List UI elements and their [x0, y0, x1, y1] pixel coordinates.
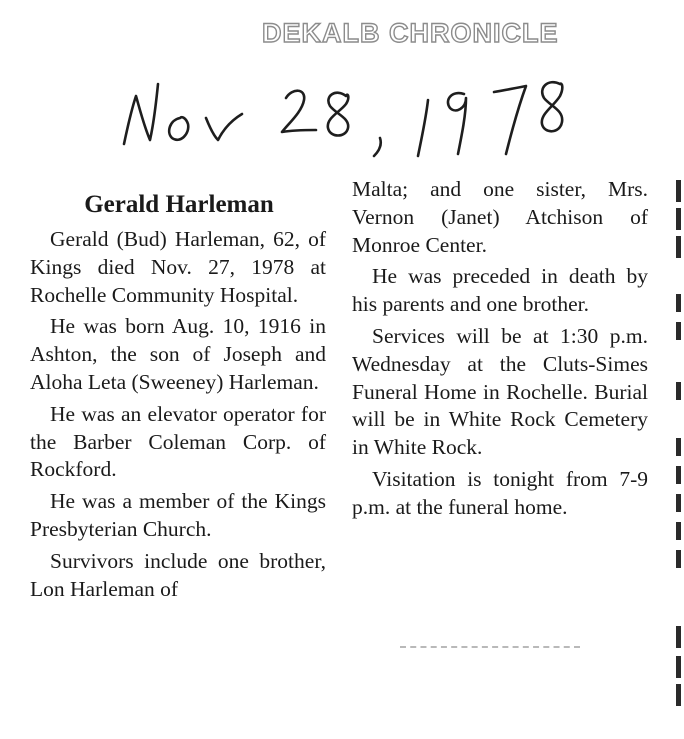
article-paragraph: Gerald (Bud) Harleman, 62, of Kings died Nov. 27, 1978 at Rochelle Community Hospital. — [30, 227, 326, 307]
article-column-1 — [30, 190, 326, 603]
article-paragraph: Visitation is tonight from 7-9 p.m. at the funeral home. — [352, 466, 648, 519]
obituary-headline: Gerald Harleman — [84, 191, 274, 218]
newspaper-stamp: DEKALB CHRONICLE — [262, 18, 559, 48]
handwritten-date — [110, 70, 580, 170]
article-paragraph: Services will be at 1:30 p.m. Wednesday at the Cluts-Simes Funeral Home in Rochelle. Burial will be in White Rock Cemetery in White Rock. — [352, 323, 648, 460]
article-paragraph: Survivors include one brother, Lon Harleman of — [30, 548, 326, 601]
article-paragraph: He was born Aug. 10, 1916 in Ashton, the son of Joseph and Aloha Leta (Sweeney) Harleman. — [30, 314, 326, 394]
article-paragraph: He was an elevator operator for the Barber Coleman Corp. of Rockford. — [30, 401, 326, 482]
column-end-rule — [400, 646, 580, 650]
article-paragraph: Malta; and one sister, Mrs. Vernon (Janet) Atchison of Monroe Center. — [352, 177, 648, 257]
article-paragraph: He was a member of the Kings Presbyterian Church. — [30, 489, 326, 541]
adjacent-column-fragment — [672, 176, 684, 739]
article-paragraph: He was preceded in death by his parents and one brother. — [352, 264, 648, 317]
article-column-2 — [352, 176, 648, 522]
